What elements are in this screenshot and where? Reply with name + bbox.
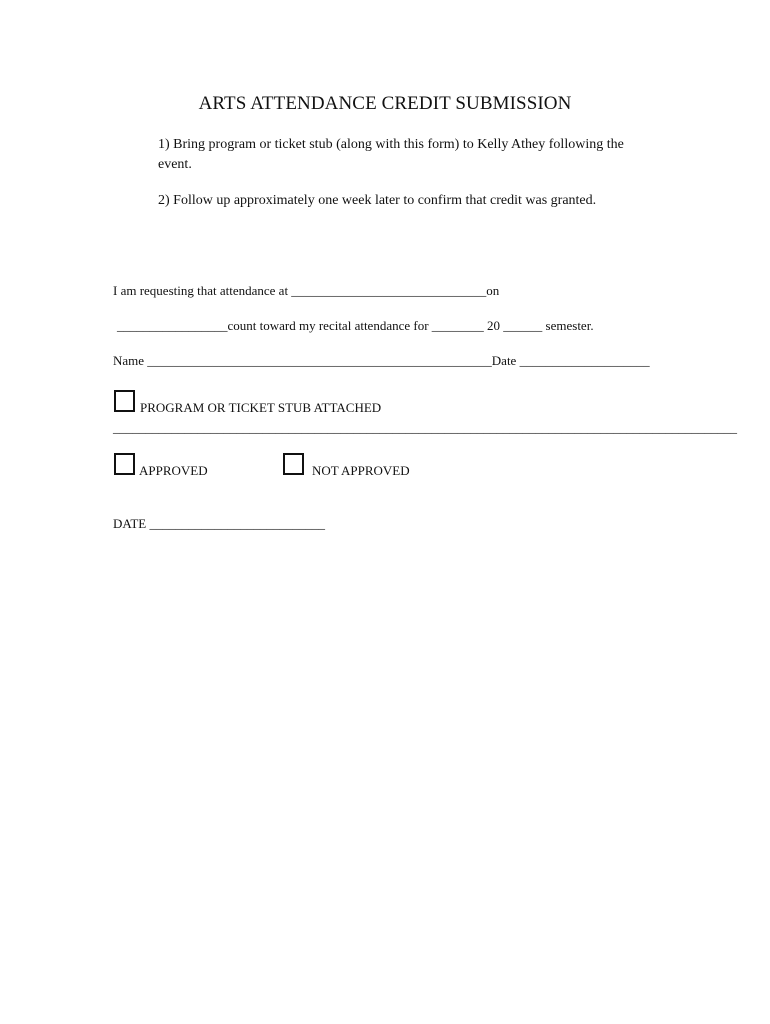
section-divider: ________________________________________________________________________________________________ xyxy=(113,420,737,435)
program-attached-label: PROGRAM OR TICKET STUB ATTACHED xyxy=(140,400,382,415)
program-attached-checkbox[interactable] xyxy=(114,390,135,412)
not-approved-checkbox[interactable] xyxy=(283,453,304,475)
count-line[interactable]: _________________count toward my recital attendance for ________ 20 ______ semester. xyxy=(117,318,594,333)
instruction-2: 2) Follow up approximately one week later to confirm that credit was granted. xyxy=(158,193,597,208)
approved-checkbox[interactable] xyxy=(114,453,135,475)
approval-date-line[interactable]: DATE ___________________________ xyxy=(113,516,325,531)
approved-label: APPROVED xyxy=(139,463,208,478)
form-title: ARTS ATTENDANCE CREDIT SUBMISSION xyxy=(198,93,572,114)
not-approved-label: NOT APPROVED xyxy=(312,463,410,478)
instruction-1: 1) Bring program or ticket stub (along with this form) to Kelly Athey following the event. xyxy=(158,137,624,172)
name-date-line[interactable]: Name _____________________________________________________Date ____________________ xyxy=(113,353,650,368)
request-line[interactable]: I am requesting that attendance at ______________________________on xyxy=(113,283,500,298)
